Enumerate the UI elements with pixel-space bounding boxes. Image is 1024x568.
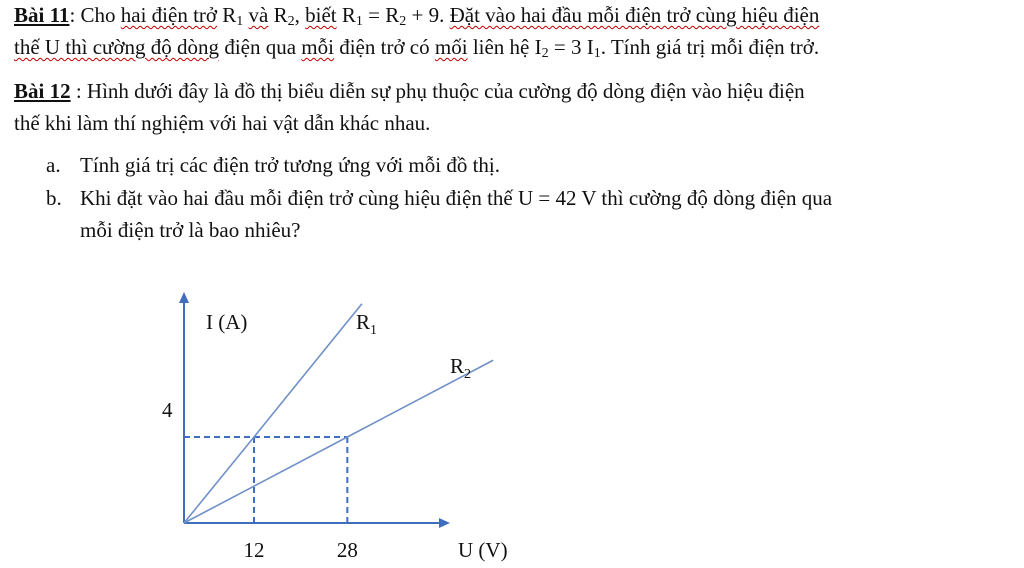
text-span: , xyxy=(294,3,306,27)
text-span: = 3 I xyxy=(548,35,594,59)
y-tick-label: 4 xyxy=(162,398,173,422)
y-axis-label: I (A) xyxy=(206,310,248,334)
question-b-text: Khi đặt vào hai đầu mỗi điện trở cùng hiệu điện thế U = 42 V thì cường độ dòng điện qua xyxy=(80,186,833,210)
series-labels xyxy=(356,310,471,382)
subscript: 2 xyxy=(399,14,407,29)
x-axis-label: U (V) xyxy=(458,538,508,562)
text-span: liên hệ I xyxy=(467,35,542,59)
text-span: mỗi xyxy=(301,35,334,59)
series-line-r1 xyxy=(184,304,362,523)
x-tick-label: 28 xyxy=(336,538,358,562)
series-lines xyxy=(184,304,493,523)
x-axis-arrow xyxy=(439,518,450,528)
text-span: : Cho xyxy=(69,3,121,27)
text-span: R xyxy=(268,3,288,27)
bai12-label: Bài 12 xyxy=(14,79,71,103)
question-a-text: Tính giá trị các điện trở tương ứng với mỗi đồ thị. xyxy=(80,153,501,177)
question-b-text-cont: mỗi điện trở là bao nhiêu? xyxy=(80,218,301,242)
text-span: điện trở có xyxy=(333,35,435,59)
bai11-label: Bài 11 xyxy=(14,3,70,27)
subscript: 1 xyxy=(236,14,244,29)
text-span: R xyxy=(217,3,237,27)
subscript: 2 xyxy=(541,46,549,61)
subscript: 2 xyxy=(287,14,295,29)
text-span: Đặt vào hai đầu mỗi điện trở cùng hiệu điện xyxy=(449,3,820,27)
text-span: . Tính giá trị mỗi điện trở. xyxy=(600,35,820,59)
series-label-r2: $R_2$ xyxy=(450,354,472,382)
text-span: hai điện trở xyxy=(120,3,218,27)
list-marker-a: a. xyxy=(46,153,61,177)
text-span: R xyxy=(336,3,356,27)
text-span: điện qua xyxy=(219,35,302,59)
subscript: 1 xyxy=(593,46,601,61)
subscript: 1 xyxy=(355,14,363,29)
text-span: : Hình dưới đây là đồ thị biểu diễn sự phụ thuộc của cường độ dòng điện vào hiệu điện xyxy=(70,79,805,103)
text-span: và xyxy=(248,3,269,27)
series-label-r1: $R_1$ xyxy=(356,310,378,338)
text-span: thế khi làm thí nghiệm với hai vật dẫn khác nhau. xyxy=(14,111,431,135)
x-tick-label: 12 xyxy=(243,538,265,562)
text-span: = R xyxy=(362,3,400,27)
text-span: mối xyxy=(434,35,468,59)
text-span: thế U thì cường độ dòng xyxy=(14,35,220,59)
y-axis-arrow xyxy=(179,292,189,303)
tick-labels xyxy=(162,398,358,562)
list-marker-b: b. xyxy=(46,186,62,210)
text-span: biết xyxy=(305,3,337,27)
text-span: + 9. xyxy=(406,3,450,27)
series-line-r2 xyxy=(184,360,493,523)
